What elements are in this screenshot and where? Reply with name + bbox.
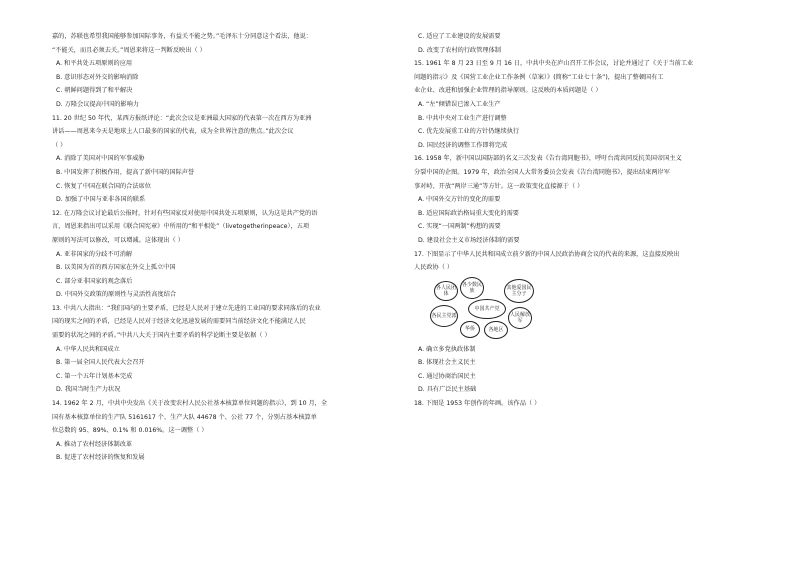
question-text-line: 分裂中国的企图。1979 年，政治全国人大常务委员会发表《告台湾同胞书》，提出结束两岸军	[414, 168, 670, 176]
answer-option: C. 部分亚非国家的观念落后	[56, 277, 133, 285]
diagram-node-ethnic-minorities: 各少数民族	[460, 277, 484, 299]
question-text-line: “不能关，而且必须去关。”周恩来将这一判断反映出（ ）	[52, 46, 206, 54]
question-text-line: 问题的指示》及《国营工业企业工作条例（草案）》(简称“工业七十条”)，提出了整顿国有工	[414, 73, 664, 81]
answer-option: D. 加强了中国与亚非各国的联系	[56, 196, 146, 204]
question-text-line: 17. 下图显示了中华人民共和国成立前夕新的中国人民政治协商会议的代表的来源，这直接反映出	[414, 250, 680, 258]
answer-option: A. “左”倾错误已渗入工业生产	[418, 100, 501, 108]
question-text-line: （ ）	[52, 141, 67, 149]
answer-option: A. 确立多党执政体制	[418, 345, 476, 353]
right-bottom-text	[414, 343, 754, 411]
diagram-node-regions: 各地区	[484, 321, 508, 339]
answer-option: A. 消除了美国对中国的军事威胁	[56, 155, 145, 163]
answer-option: C. 通过协商治国民主	[418, 372, 476, 380]
answer-option: A. 亚非国家的分歧不可消解	[56, 250, 133, 258]
answer-option: C. 第一个五年计划基本完成	[56, 372, 133, 380]
question-text-line: 原则的写法可以修改，可以增减。这体现出（ ）	[52, 236, 184, 244]
diagram-node-people-groups: 各人民团体	[434, 281, 458, 301]
answer-option: C. 恢复了中国在联合国的合法席位	[56, 182, 151, 190]
question-text-line: 需要的状况之间的矛盾。”中共八大关于国内主要矛盾的科学论断主要是依据（ ）	[52, 332, 271, 340]
diagram-node-democratic-parties: 各民主党派	[430, 305, 458, 327]
question-text-line: 16. 1958 年，新中国以国防部的名义三次发表《告台湾同胞书》，呼吁台湾共同反抗美国帝国主义	[414, 155, 682, 163]
question-text-line: 嘉的，苏联也希望我国能够参加国际事务，有益关不能之势。”毛泽东十分同意这个看法，他说：	[52, 33, 312, 40]
answer-option: D. 中国外交政策的原则性与灵活性高度结合	[56, 291, 177, 299]
answer-option: B. 中共中央对工业生产进行调整	[418, 114, 507, 122]
diagram-node-center-cpc: 中国共产党	[468, 299, 506, 319]
answer-option: B. 以美国为首的西方国家在外交上孤立中国	[56, 264, 176, 272]
cppcc-diagram	[422, 277, 572, 343]
right-column	[414, 30, 754, 411]
answer-option: B. 体现社会主义民主	[418, 359, 476, 367]
answer-option: D. 万隆会议提高中国的影响力	[56, 100, 139, 108]
answer-option: B. 适应国际政治格局重大变化的需要	[418, 209, 519, 217]
answer-option: D. 改变了农村的行政管理体制	[418, 46, 501, 54]
diagram-node-pla: 人民解放军	[508, 307, 532, 329]
answer-option: C. 实现“一国两制”构想的需要	[418, 223, 501, 231]
answer-option: A. 中国外交方针的变化的需要	[418, 196, 501, 204]
left-column	[52, 30, 382, 465]
answer-option: C. 优先发展重工业的方针仍继续执行	[418, 128, 520, 136]
right-top-text	[414, 30, 754, 275]
answer-option: C. 朝鲜问题得到了和平解决	[56, 87, 133, 95]
question-text-line: 人民政协（ ）	[414, 264, 454, 272]
question-text-line: 国的现实之间的矛盾，已经是人民对于经济文化迅速发展的需要同当前经济文化不能满足人民	[52, 318, 306, 326]
answer-option: A. 中华人民共和国成立	[56, 345, 120, 353]
question-text-line: 位总数的 95、89%、0.1% 和 0.016%。这一调整（ ）	[52, 427, 208, 435]
answer-option: D. 国民经济的调整工作即将完成	[418, 141, 508, 149]
answer-option: A. 推动了农村经济体制改革	[56, 440, 133, 448]
answer-option: B. 促进了农村经济的恢复和发展	[56, 454, 145, 462]
diagram-node-patriotic-democrats: 其他爱国民主分子	[504, 279, 534, 303]
answer-option: D. 具有广泛民主基础	[418, 386, 477, 394]
question-text-line: 15. 1961 年 8 月 23 日至 9 月 16 日，中共中央在庐山召开工作会议，讨论并通过了《关于当前工业	[414, 60, 694, 68]
answer-option: C. 适应了工业建设的发展需要	[418, 33, 501, 40]
question-text-line: 14. 1962 年 2 月，中共中央发出《关于改变农村人民公社基本核算单位问题的指示》，到 10 月，全	[52, 400, 328, 408]
question-text-line: 12. 在万隆会议讨论最后公报时，针对有些国家反对使用中国共处五项原则，认为这是共产党的语	[52, 209, 318, 217]
question-text-line: 讲话——周恩来今天是地球上人口最多的国家的代表，成为全世界注意的焦点。”此次会议	[52, 128, 294, 136]
question-text-line: 言，周恩来指出可以采用《联合国宪章》中所用的“和平相处”（livetogetherinpeace），五项	[52, 223, 310, 231]
diagram-node-overseas-chinese: 华侨	[460, 321, 480, 338]
question-text-line: 业企业、改进和加强企业管理的指导原则。这反映的本质问题是（ ）	[414, 87, 602, 95]
question-text-line: 11. 20 世纪 50 年代，某西方报纸评论：“此次会议是亚洲最大国家的代表第一次在西方为亚洲	[52, 114, 312, 122]
question-text-line: 18. 下图是 1953 年创作的年画。该作品（ ）	[414, 400, 541, 408]
question-text-line: 13. 中共八大指出：“我们国内的主要矛盾，已经是人民对于建立先进的工业国的要求同落后的农业	[52, 304, 321, 312]
answer-option: B. 第一届全国人民代表大会召开	[56, 359, 145, 367]
question-text-line: 国有基本核算单位的生产队 5161617 个、生产大队 44678 个、公社 77 个，分别占基本核算单	[52, 413, 317, 421]
question-text-line: 事对峙、开放“两岸三通”等方针。这一政策变化直接源于（ ）	[414, 182, 584, 190]
answer-option: A. 和平共处五项原则的应用	[56, 60, 133, 68]
answer-option: B. 意识形态对外交的影响消除	[56, 73, 139, 81]
answer-option: D. 我国当时生产力状况	[56, 386, 121, 394]
answer-option: B. 中国发挥了积极作用，提高了新中国的国际声誉	[56, 168, 195, 176]
answer-option: D. 建设社会主义市场经济体制的需要	[418, 236, 520, 244]
